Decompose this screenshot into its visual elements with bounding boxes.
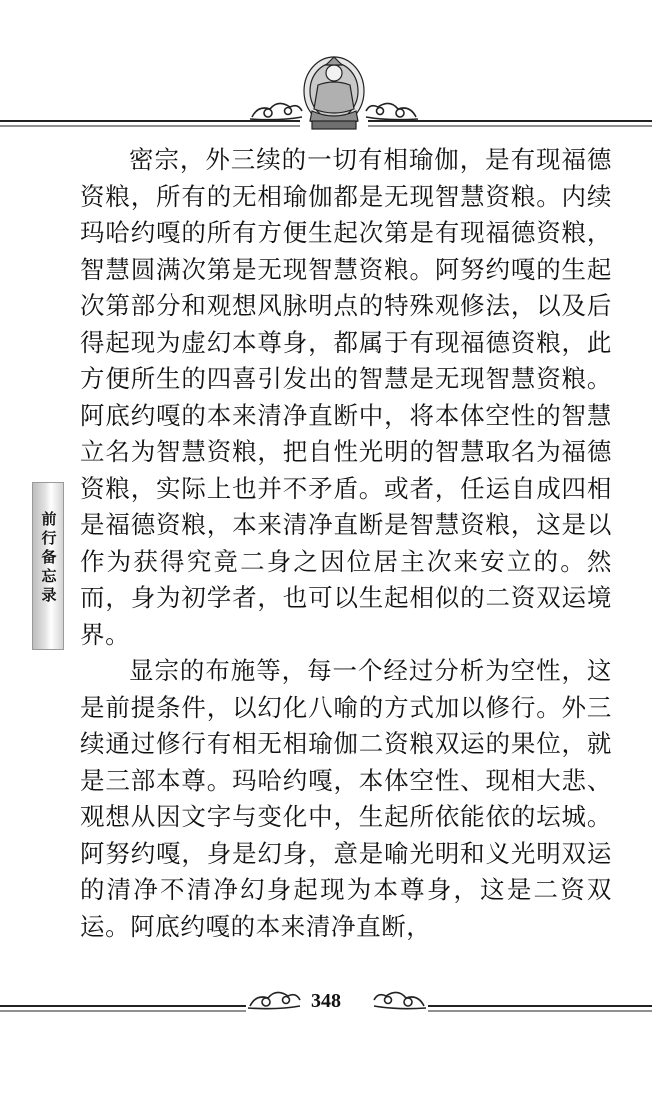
deity-figure-icon [304,57,364,129]
side-tab [32,482,64,650]
cloud-scroll-right-icon [366,103,418,119]
page-number: 348 [311,990,341,1012]
body-text [80,142,612,945]
paragraph-2: 显宗的布施等，每一个经过分析为空性，这是前提条件，以幻化八喻的方式加以修行。外三续通过修行有相无相瑜伽二资粮双运的果位，就是三部本尊。玛哈约嘎，本体空性、现相大悲、观想从因文字与变化中，生起所依能依的坛城。阿努约嘎，身是幻身，意是喻光明和义光明双运的清净不清净幻身起现为本尊身，这是二资双运。阿底约嘎的本来清净直断， [80,656,612,941]
header-ornament [0,55,652,135]
cloud-scroll-left-icon [250,103,302,119]
cloud-scroll-left-icon [248,992,300,1008]
side-tab-label: 前行备忘录 [39,511,58,606]
paragraph-1: 密宗，外三续的一切有相瑜伽，是有现福德资粮，所有的无相瑜伽都是无现智慧资粮。内续玛哈约嘎的所有方便生起次第是有现福德资粮，智慧圆满次第是无现智慧资粮。阿努约嘎的生起次第部分和观想风脉明点的特殊观修法，以及后得起现为虚幻本尊身，都属于有现福德资粮，此方便所生的四喜引发出的智慧是无现智慧资粮。阿底约嘎的本来清净直断中，将本体空性的智慧立名为智慧资粮，把自性光明的智慧取名为福德资粮，实际上也并不矛盾。或者，任运自成四相是福德资粮，本来清净直断是智慧资粮，这是以作为获得究竟二身之因位居主次来安立的。然而，身为初学者，也可以生起相似的二资双运境界。 [80,145,612,649]
cloud-scroll-right-icon [374,992,426,1008]
